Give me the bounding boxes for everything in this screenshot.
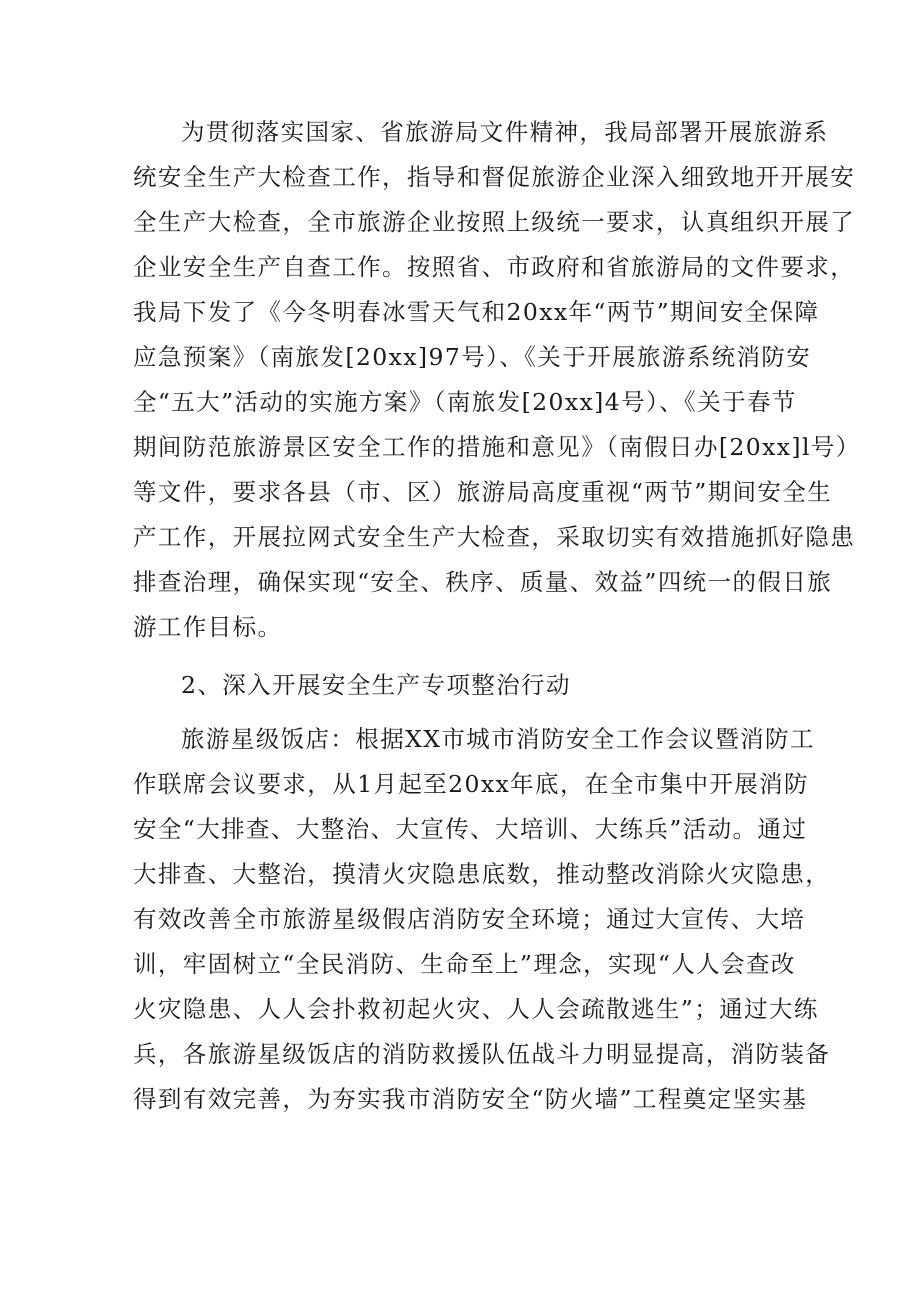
paragraph-1-line-3: 全生产大检查，全市旅游企业按照上级统一要求，认真组织开展了: [133, 208, 856, 236]
paragraph-2-line-3: 安全“大排查、大整治、大宣传、大培训、大练兵”活动。通过: [133, 815, 808, 843]
paragraph-1-line-4: 企业安全生产自查工作。按照省、市政府和省旅游局的文件要求，: [133, 253, 856, 281]
paragraph-2-line-4: 大排查、大整治，摸清火灾隐患底数，推动整改消除火灾隐患，: [133, 860, 831, 888]
paragraph-2-line-1: 旅游星级饭店：根据XX市城市消防安全工作会议暨消防工: [181, 725, 815, 753]
paragraph-1-line-2: 统安全生产大检查工作，指导和督促旅游企业深入细致地开开展安: [133, 163, 856, 191]
paragraph-2-line-5: 有效改善全市旅游星级假店消防安全环境；通过大宣传、大培: [133, 905, 806, 933]
paragraph-1-line-10: 产工作，开展拉网式安全生产大检查，采取切实有效措施抓好隐患: [133, 523, 856, 551]
paragraph-1-line-12: 游工作目标。: [133, 613, 283, 641]
paragraph-1-line-8: 期间防范旅游景区安全工作的措施和意见》（南假日办[20xx]l号）: [133, 433, 861, 461]
paragraph-2-line-7: 火灾隐患、人人会扑救初起火灾、人人会疏散逃生”；通过大练: [133, 995, 819, 1023]
paragraph-2-line-8: 兵，各旅游星级饭店的消防救援队伍战斗力明显提高，消防装备: [133, 1040, 831, 1068]
paragraph-1-line-7: 全“五大”活动的实施方案》（南旅发[20xx]4号）、《关于春节: [133, 388, 797, 416]
paragraph-1-line-9: 等文件，要求各县（市、区）旅游局高度重视“两节”期间安全生: [133, 478, 833, 506]
paragraph-1-line-5: 我局下发了《今冬明春冰雪天气和20xx年“两节”期间安全保障: [133, 298, 820, 326]
paragraph-1-line-6: 应急预案》（南旅发[20xx]97号）、《关于开展旅游系统消防安: [133, 343, 812, 371]
paragraph-2-line-6: 训，牢固树立“全民消防、生命至上”理念，实现“人人会查改: [133, 950, 796, 978]
paragraph-2-line-9: 得到有效完善，为夯实我市消防安全“防火墙”工程奠定坚实基: [133, 1085, 808, 1113]
paragraph-1-line-1: 为贯彻落实国家、省旅游局文件精神，我局部署开展旅游系: [181, 118, 829, 146]
paragraph-2-line-2: 作联席会议要求，从1月起至20xx年底，在全市集中开展消防: [133, 770, 809, 798]
paragraph-1-line-11: 排查治理，确保实现“安全、秩序、质量、效益”四统一的假日旅: [133, 568, 833, 596]
section-heading: 2、深入开展安全生产专项整治行动: [181, 671, 571, 699]
